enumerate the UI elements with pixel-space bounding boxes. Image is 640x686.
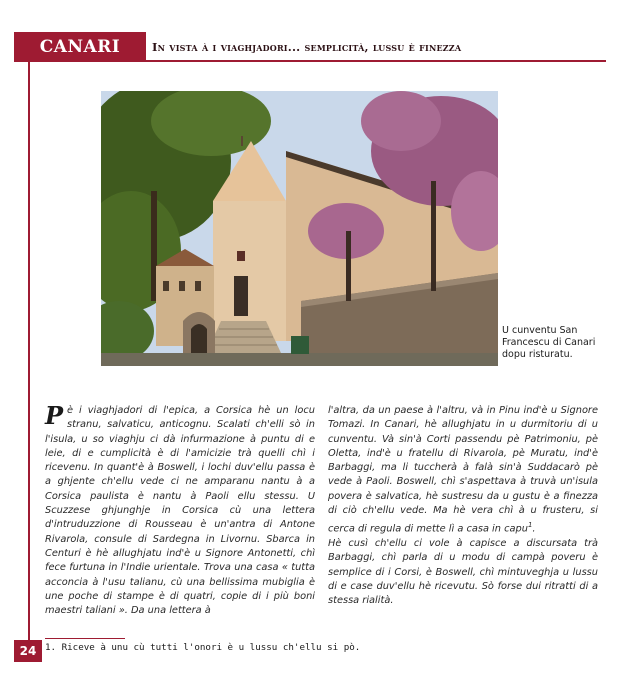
left-column-text: è i viaghjadori di l'epica, a Corsica hè un locu stranu, salvaticu, anticognu. Scalati ch'elli sò in l'isula, u so viaghju ci dà infurmazione à puntu di e leie, di e cumplicità è di l'amicizie trà quelli chì i ricevenu. In quant'è à Boswell, i lochi duv'ellu passa è a ghjente ch'ellu vede ci ne amparanu nantu à a Corsica paulista è nantu à Paoli ellu stessu. U Scuzzese ghjunghje in Corsica cù una lettera d'intruduzzione di Rousseau è un'antra di Antone Rivarola, consule di Sardegna in Livornu. Sbarca in Centuri è hè allughjatu ind'è u Signore Antonetti, chì fece furtuna in l'Indie urientale. Trova una casa « tutta acconcia à l'usu talianu, cù una bellissima mubiglia è une poche di stampe è di quatri, copie di i più boni maestri taliani ». Da una lettera à [45,405,315,617]
convent-photo [101,91,498,366]
right-column-text-1: l'altra, da un paese à l'altru, và in Pinu ind'è u Signore Tomazi. In Canari, hè allughjatu in u durmitoriu di u cunventu. Và sin'à Corti passendu pè Patrimoniu, pè Oletta, ind'è u fratellu di Rivarola, pè Muratu, ind'è Barbaggi, ma li tuccherà à falà sin'à Suddacarò pè vede à Paoli. Boswell, chì s'aspettava à truvà un'isula povera è salvatica, hè sustresu da u gustu è a finezza di ciò ch'ellu vede. Ma hè vera chì à u frusteru, si cerca di regula di mette lì a casa in capu [328,405,598,535]
body-column-right [328,404,598,608]
margin-rule [28,40,30,660]
footnote-marker: 1 [527,521,533,530]
paragraph-right-1: l'altra, da un paese à l'altru, và in Pinu ind'è u Signore Tomazi. In Canari, hè allughjatu in u durmitoriu di u cunventu. Và sin'à Corti passendu pè Patrimoniu, pè Oletta, ind'è u fratellu di Rivarola, pè Muratu, ind'è Barbaggi, ma li tuccherà à falà sin'à Suddacarò pè vede à Paoli. Boswell, chì s'aspettava à truvà un'isula povera è salvatica, hè sustresu da u gustu è a finezza di ciò ch'ellu vede. Ma hè vera chì à u frusteru, si cerca di regula di mette lì a casa in capu$^1$. [328,405,598,535]
right-column-text-2: Hè cusì ch'ellu ci vole à capisce a discursata trà Barbaggi, chì parla di u modu di campà poveru è semplice di i Corsi, è Boswell, chì mintuveghja u lussu di e case duv'ellu hè ricevutu. Sò forse dui ritratti di a stessa rialità. [328,537,598,607]
page-subtitle: In vista à i viaghjadori... semplicità, lussu è finezza [152,40,462,54]
footnote-rule [45,638,125,639]
page-number: 24 [14,640,42,662]
drop-cap: P [45,401,64,430]
paragraph-right-2 [328,537,598,608]
section-title: CANARI [39,37,121,57]
footnote: 1. Riceve à unu cù tutti l'onori è u lussu ch'ellu si pò. [45,642,361,653]
body-column-left [45,401,315,618]
header-rule [146,60,606,62]
photo-caption: U cunventu San Francescu di Canari dopu risturatu. [502,325,596,360]
paragraph-left [45,401,315,618]
section-header-band [14,32,146,62]
